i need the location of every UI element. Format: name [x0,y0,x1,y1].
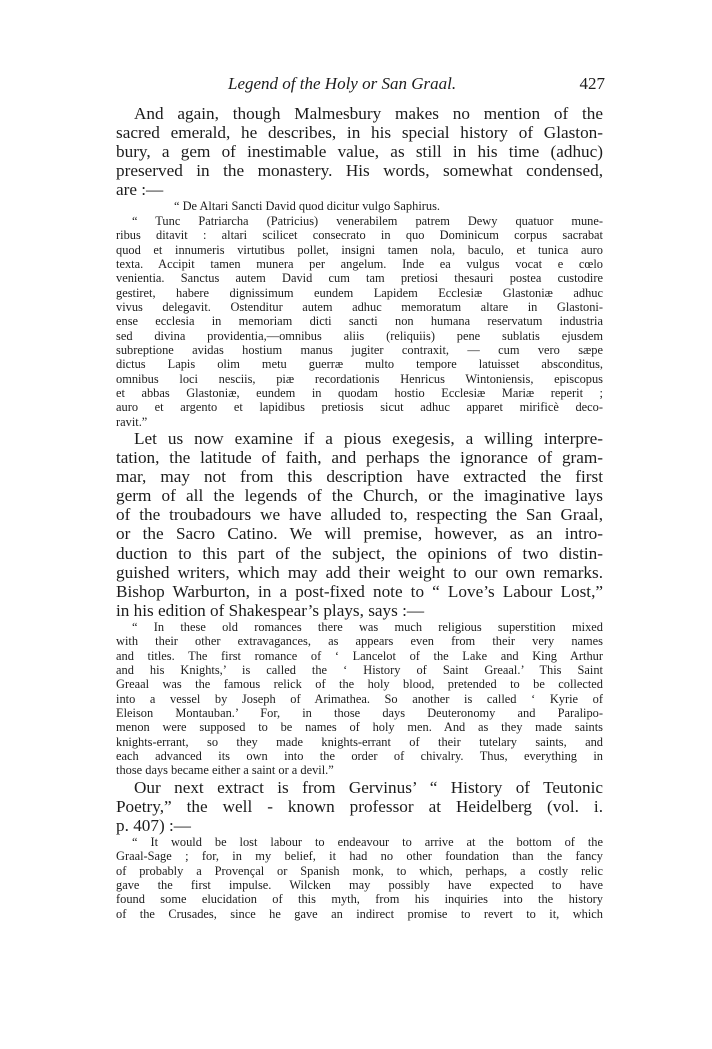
text-line: with their other extravagances, as appears even from their very names [116,634,603,649]
text-line: gestiret, habere dignissimum eundem Lapidem Ecclesiæ Glastoniæ adhuc [116,285,603,300]
text-line: Eleison Montauban.’ For, in those days Deuteronomy and Paralipo- [116,705,603,720]
text-line: of probably a Provençal or Spanish monk, to which, perhaps, a costly relic [116,863,603,878]
text-line: or the Sacro Catino. We will premise, however, as an intro- [116,524,603,544]
text-line: menon were supposed to be names of holy men. And as they made saints [116,720,603,735]
text-line: tation, the latitude of faith, and perhaps the ignorance of gram- [116,448,603,468]
running-head [116,74,603,104]
text-line: auro et argento et lapidibus pretiosis sicut adhuc apparet mirificè deco- [116,400,603,415]
text-line: “ It would be lost labour to endeavour to arrive at the bottom of the [132,834,603,849]
text-line: each advanced its own into the order of chivalry. Thus, everything in [116,749,603,763]
text-line: of the Crusades, since he gave an indirect promise to revert to it, which [116,906,603,921]
text-line: dictus Lapis olim metu guerræ multo tempore latuisset absconditus, [116,357,603,372]
text-line: are :— [116,180,164,200]
text-line: ravit.” [116,414,148,429]
text-line: Graal-Sage ; for, in my belief, it had no other foundation than the fancy [116,849,603,864]
text-line: p. 407) :— [116,815,191,835]
paragraph-malmesbury [116,104,603,199]
quote-title: “ De Altari Sancti David quod dicitur vulgo Saphirus. [174,199,441,214]
text-line: ribus ditavit : altari scilicet consecrato in quo Dominicum corpus sacrabat [116,228,603,243]
text-line: omnibus loci nesciis, piæ recordationis Henricus Wintoniensis, episcopus [116,371,603,386]
page-number: 427 [579,74,605,93]
text-line: germ of all the legends of the Church, or the imaginative lays [116,486,603,506]
text-line: found some elucidation of this myth, from his inquiries into the history [116,892,603,907]
text-line: quod et innumeris virtutibus pollet, insigni tamen nola, baculo, et tunica auro [116,242,603,257]
text-line: into a vessel by Joseph of Arimathea. So another is called ‘ Kyrie of [116,691,603,706]
book-page [116,74,603,921]
text-line: vivus delegavit. Ostenditur autem adhuc memoratum altare in Glastoni- [116,299,603,314]
text-line: those days became either a saint or a devil.” [116,763,334,778]
paragraph-exegesis [116,429,603,620]
running-title: Legend of the Holy or San Graal. [228,74,457,93]
text-line: preserved in the monastery. His words, somewhat condensed, [116,161,603,181]
text-line: mar, may not from this description have extracted the first [116,467,603,487]
text-line: Our next extract is from Gervinus’ “ History of Teutonic [134,777,603,797]
text-line: texta. Accipit tamen munera per angelum. Inde ea vulgus vocat e cœlo [116,256,603,271]
text-line: Poetry,” the well - known professor at Heidelberg (vol. i. [116,796,603,816]
quote-latin [116,199,603,429]
text-line: subreptione avidas hostium manus jugiter contraxit, — cum vero sæpe [116,342,603,357]
text-line: venientia. Sanctus autem David cum tam pretiosi thesauri postea custodire [116,271,603,286]
text-line: and titles. The first romance of ‘ Lancelot of the Lake and King Arthur [116,648,603,663]
quote-warburton [116,620,603,778]
text-line: duction to this part of the subject, the opinions of two distin- [116,543,603,563]
text-line: bury, a gem of inestimable value, as still in his time (adhuc) [116,142,603,162]
text-line: sacred emerald, he describes, in his special history of Glaston- [116,123,603,143]
text-line: Greaal was the famous relick of the holy blood, pretended to be collected [116,677,603,692]
text-line: guished writers, which may add their weight to our own remarks. [116,562,603,582]
paragraph-gervinus [116,778,603,835]
text-line: ense ecclesia in memoriam dicti sancti non humana reservatum industria [116,314,603,329]
quote-gervinus [116,835,603,921]
text-line: gave the first impulse. Wilcken may possibly have expected to have [116,878,603,892]
text-line: and his Knights,’ is called the ‘ History of Saint Greaal.’ This Saint [116,662,603,677]
text-line: sed divina providentia,—omnibus aliis (reliquiis) pene sublatis ejusdem [116,328,603,343]
text-line: et abbas Glastoniæ, eundem in quodam hostio Ecclesiæ Mariæ reperit ; [116,385,603,400]
text-line: Bishop Warburton, in a post-fixed note to “ Love’s Labour Lost,” [116,581,603,601]
text-line: Let us now examine if a pious exegesis, a willing interpre- [134,428,603,448]
text-line: “ In these old romances there was much religious superstition mixed [132,619,603,634]
text-line: And again, though Malmesbury makes no mention of the [134,104,603,123]
text-line: “ Tunc Patriarcha (Patricius) venerabilem patrem Dewy quatuor mune- [132,213,603,228]
text-line: in his edition of Shakespear’s plays, says :— [116,600,425,620]
text-line: knights-errant, so they made knights-errant of their tutelary saints, and [116,734,603,749]
text-line: of the troubadours we have alluded to, respecting the San Graal, [116,505,603,525]
